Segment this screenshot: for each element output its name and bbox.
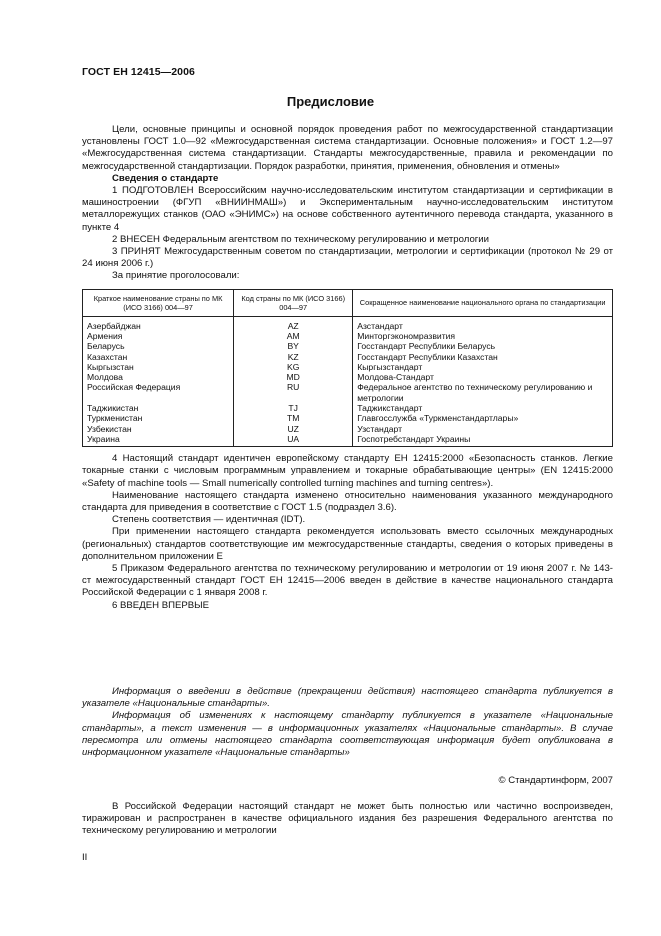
table-row	[83, 403, 613, 413]
cell-country: Азербайджан	[83, 316, 234, 331]
cell-country: Армения	[83, 331, 234, 341]
info-paragraph-2: Информация об изменениях к настоящему стандарту публикуется в указателе «Национальные стандарты», а текст изменения — в информационных указателях «Национальные стандарты». В случае пересмотра или отмены настоящего стандарта соответствующая информация будет опубликована в информационном указателе «Национальные стандарты»	[82, 710, 613, 759]
cell-code: KZ	[234, 352, 353, 362]
document-code-header: ГОСТ ЕН 12415—2006	[82, 66, 195, 78]
cell-agency: Азстандарт	[353, 316, 613, 331]
header-country: Краткое наименование страны по МК (ИСО 3166) 004—97	[83, 289, 234, 316]
reproduction-paragraph: В Российской Федерации настоящий стандарт не может быть полностью или частично воспроизведен, тиражирован и распространен в качестве официального издания без разрешения Федерального агентства по техническому регулированию и метрологии	[82, 801, 613, 837]
cell-agency: Главгосслужба «Туркменстандартлары»	[353, 413, 613, 423]
application-paragraph: При применении настоящего стандарта рекомендуется использовать вместо ссылочных международных (региональных) стандартов соответствующие им межгосударственные стандарты, сведения о которых приведены в дополнительном приложении Е	[82, 526, 613, 562]
table-row	[83, 331, 613, 341]
cell-agency: Госстандарт Республики Казахстан	[353, 352, 613, 362]
page-number: II	[82, 852, 88, 863]
cell-agency: Минторгэкономразвития	[353, 331, 613, 341]
table-row	[83, 413, 613, 423]
cell-agency: Таджикстандарт	[353, 403, 613, 413]
table-row	[83, 362, 613, 372]
cell-code: TM	[234, 413, 353, 423]
table-row	[83, 434, 613, 447]
table-row	[83, 382, 613, 403]
cell-agency: Кыргызстандарт	[353, 362, 613, 372]
cell-country: Кыргызстан	[83, 362, 234, 372]
cell-code: AZ	[234, 316, 353, 331]
foreword-body	[82, 124, 613, 612]
intro-paragraph: Цели, основные принципы и основной порядок проведения работ по межгосударственной стандартизации установлены ГОСТ 1.0—92 «Межгосударственная система стандартизации. Основные положения» и ГОСТ 1.2—97 «Межгосударственная система стандартизации. Стандарты межгосударственные, правила и рекомендации по межгосударственной стандартизации. Порядок разработки, принятия, применения, обновления и отмены»	[82, 124, 613, 172]
publication-info	[82, 686, 613, 759]
cell-agency: Узстандарт	[353, 424, 613, 434]
table-row	[83, 372, 613, 382]
cell-country: Туркменистан	[83, 413, 234, 423]
naming-paragraph: Наименование настоящего стандарта изменено относительно наименования указанного международного стандарта для приведения в соответствие с ГОСТ 1.5 (подраздел 3.6).	[82, 489, 613, 514]
cell-country: Беларусь	[83, 341, 234, 351]
cell-agency: Госстандарт Республики Беларусь	[353, 341, 613, 351]
item-4: 4 Настоящий стандарт идентичен европейскому стандарту ЕН 12415:2000 «Безопасность станков. Легкие токарные станки с числовым программным управлением и токарные обрабатывающие центры» (EN 12415:2000 «Safety of machine tools — Small numerically controlled turning machines and turning centres»).	[82, 453, 613, 489]
info-paragraph-1: Информация о введении в действие (прекращении действия) настоящего стандарта публикуется в указателе «Национальные стандарты».	[82, 686, 613, 710]
item-1: 1 ПОДГОТОВЛЕН Всероссийским научно-исследовательским институтом стандартизации и сертификации в машиностроении (ФГУП «ВНИИНМАШ») и Экспериментальным научно-исследовательским институтом металлорежущих станков (ОАО «ЭНИМС») на основе собственного аутентичного перевода стандарта, указанного в пункте 4	[82, 185, 613, 233]
cell-code: AM	[234, 331, 353, 341]
cell-country: Российская Федерация	[83, 382, 234, 403]
table-row	[83, 341, 613, 351]
cell-code: UZ	[234, 424, 353, 434]
cell-code: RU	[234, 382, 353, 403]
table-row	[83, 316, 613, 331]
cell-agency: Госпотребстандарт Украины	[353, 434, 613, 447]
cell-code: TJ	[234, 403, 353, 413]
cell-country: Молдова	[83, 372, 234, 382]
table-body	[83, 316, 613, 447]
item-3: 3 ПРИНЯТ Межгосударственным советом по стандартизации, метрологии и сертификации (протокол № 29 от 24 июня 2006 г.)	[82, 246, 613, 270]
item-6: 6 ВВЕДЕН ВПЕРВЫЕ	[112, 599, 210, 611]
item-2: 2 ВНЕСЕН Федеральным агентством по техническому регулированию и метрологии	[112, 233, 490, 245]
table-row	[83, 424, 613, 434]
section-heading: Сведения о стандарте	[112, 172, 219, 184]
reproduction-notice	[82, 801, 613, 838]
cell-country: Украина	[83, 434, 234, 447]
voting-countries-table	[82, 289, 613, 448]
cell-agency: Федеральное агентство по техническому регулированию и метрологии	[353, 382, 613, 403]
item-5: 5 Приказом Федерального агентства по техническому регулированию и метрологии от 19 июня 2007 г. № 143-ст межгосударственный стандарт ГОСТ ЕН 12415—2006 введен в действие в качестве национального стандарта Российской Федерации с 1 января 2008 г.	[82, 563, 613, 599]
cell-code: MD	[234, 372, 353, 382]
cell-code: BY	[234, 341, 353, 351]
table-row	[83, 352, 613, 362]
page-title: Предисловие	[286, 94, 375, 109]
cell-code: KG	[234, 362, 353, 372]
header-code: Код страны по МК (ИСО 3166) 004—97	[234, 289, 353, 316]
cell-country: Казахстан	[83, 352, 234, 362]
table-header-row	[83, 289, 613, 316]
header-agency: Сокращенное наименование национального органа по стандартизации	[353, 289, 613, 316]
cell-agency: Молдова-Стандарт	[353, 372, 613, 382]
voted-label: За принятие проголосовали:	[112, 270, 240, 282]
cell-country: Таджикистан	[83, 403, 234, 413]
cell-country: Узбекистан	[83, 424, 234, 434]
degree-paragraph: Степень соответствия — идентичная (IDT).	[112, 514, 306, 526]
copyright-notice: © Стандартинформ, 2007	[498, 775, 613, 786]
cell-code: UA	[234, 434, 353, 447]
